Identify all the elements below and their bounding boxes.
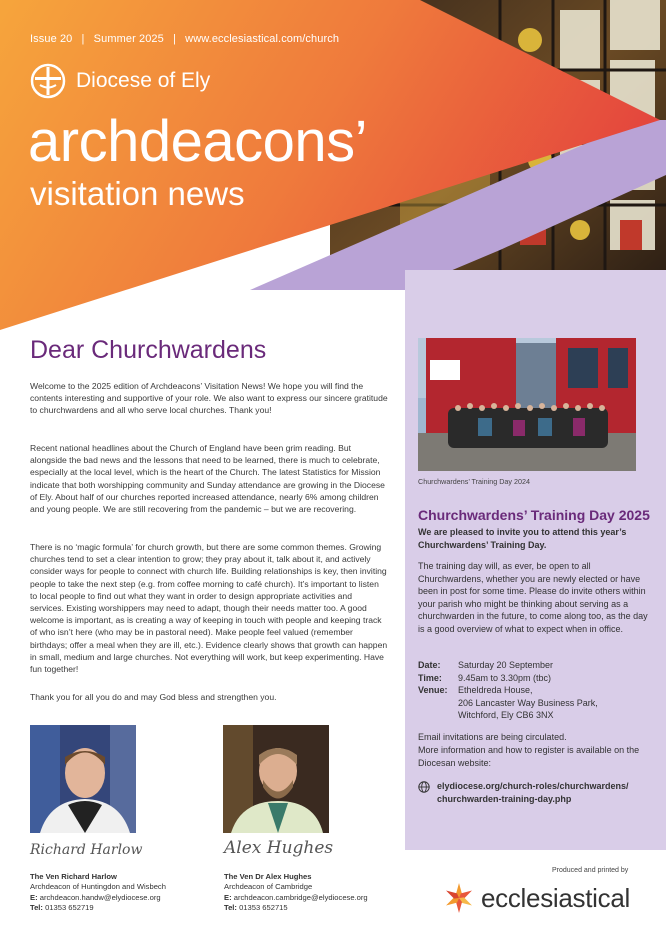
diocese-name: Diocese of Ely	[76, 69, 211, 92]
person-role: Archdeacon of Huntingdon and Wisbech	[30, 882, 166, 892]
newsletter-title: archdeacons’	[28, 109, 367, 174]
event-venue: Etheldreda House, 206 Lancaster Way Business Park, Witchford, Ely CB6 3NX	[458, 685, 598, 720]
issue-number: Issue 20	[30, 33, 73, 45]
email-note: Email invitations are being circulated.	[418, 732, 567, 742]
email-label: E:	[224, 892, 232, 902]
person-name: The Ven Richard Harlow	[30, 872, 117, 881]
ecclesiastical-star-logo-icon	[443, 882, 475, 914]
email-label: E:	[30, 892, 38, 902]
person-email[interactable]: archdeacon.cambridge@elydiocese.org	[233, 892, 368, 902]
masthead-line	[30, 33, 339, 45]
training-day-photo	[418, 338, 636, 471]
tel-label: Tel:	[224, 903, 237, 913]
letter-paragraph: Recent national headlines about the Church of England have been grim reading. But alongside the bad news and the lessons that need to be learned, there is much to celebrate, especially at the local level, which is the heart of the Church. The latest Statistics for Mission indicate that both worshipping community and Sunday attendance are growing in the Diocese of Ely. About half of our churches reported increased attendance, nearly 6% among children and young people. We are still recovering from the pandemic – but we are recovering.	[30, 443, 385, 515]
masthead-url[interactable]: www.ecclesiastical.com/church	[185, 33, 340, 45]
link-line-1[interactable]: elydiocese.org/church-roles/churchwardens/	[437, 781, 629, 791]
event-time: 9.45am to 3.30pm (tbc)	[458, 672, 552, 683]
date-label: Date:	[418, 660, 441, 670]
masthead-separator: |	[173, 33, 176, 45]
contact-alex-hughes	[224, 872, 368, 914]
person-tel[interactable]: 01353 652715	[239, 903, 288, 913]
tel-label: Tel:	[30, 903, 43, 913]
globe-icon	[418, 781, 430, 793]
ecclesiastical-brand	[443, 882, 630, 914]
masthead-separator: |	[81, 33, 85, 45]
photo-caption: Churchwardens’ Training Day 2024	[418, 477, 530, 486]
issue-season: Summer 2025	[93, 33, 164, 45]
ecclesiastical-wordmark: ecclesiastical	[481, 882, 630, 913]
training-day-lead: We are pleased to invite you to attend this year’s Churchwardens’ Training Day.	[418, 527, 627, 550]
letter-paragraph: Welcome to the 2025 edition of Archdeacons’ Visitation News! We hope you will find the contents interesting and supportive of your role. We also want to express our sincere gratitude to churchwardens and all who serve local churches. Thank you!	[30, 381, 388, 416]
training-day-body: The training day will, as ever, be open to all Churchwardens, whether you are newly elected or have been in post for some time. Please do invite others within your parish who might be thinking about serving as a churchwarden in the future, to come along too, as the day is a good overview of what to expect when in office.	[418, 561, 648, 634]
letter-paragraph: There is no ‘magic formula’ for church growth, but there are some common themes. Growing churches tend to set a clear intention to grow; they pray about it, talk about it, and actively consider ways for people to connect with church life. Building relationships is key, then inviting people to take the next step (e.g. from coffee morning to café church). It’s important to listen to local people to find out what they want in order to design appropriate activities and services. Existing worshippers may need to adapt, though their needs matter too. A good welcome is important, as is creating a way of keeping in touch with people and keeping track of who isn’t here (who may be in pastoral need). Make people feel valued (remember birthdays; offer a meal when they are ill, etc.). Evidence clearly shows that growth can happen in small, medium and large churches. Not everything will work, but keep experimenting. Have fun together!	[30, 542, 388, 675]
signature-alex-hughes: Alex Hughes	[224, 838, 334, 858]
contact-richard-harlow	[30, 872, 166, 914]
person-email[interactable]: archdeacon.handw@elydiocese.org	[39, 892, 161, 902]
person-name: The Ven Dr Alex Hughes	[224, 872, 312, 881]
newsletter-subtitle: visitation news	[30, 175, 245, 212]
person-tel[interactable]: 01353 652719	[45, 903, 94, 913]
event-details	[418, 659, 598, 722]
diocese-brand	[30, 63, 210, 99]
portrait-alex-hughes	[223, 725, 329, 833]
link-line-2[interactable]: churchwarden-training-day.php	[437, 793, 572, 804]
training-day-heading: Churchwardens’ Training Day 2025	[418, 507, 650, 523]
portrait-richard-harlow	[30, 725, 136, 833]
registration-link[interactable]	[418, 780, 629, 805]
venue-label: Venue:	[418, 685, 448, 695]
diocese-cross-logo-icon	[30, 63, 66, 99]
letter-paragraph: Thank you for all you do and may God bless and strengthen you.	[30, 692, 277, 702]
printed-by-label: Produced and printed by	[552, 867, 629, 874]
letter-heading: Dear Churchwardens	[30, 336, 267, 364]
event-date: Saturday 20 September	[458, 660, 554, 670]
time-label: Time:	[418, 672, 442, 683]
signature-richard-harlow: Richard Harlow	[30, 842, 143, 858]
more-info-text: More information and how to register is available on the Diocesan website:	[418, 745, 640, 768]
person-role: Archdeacon of Cambridge	[224, 882, 313, 892]
